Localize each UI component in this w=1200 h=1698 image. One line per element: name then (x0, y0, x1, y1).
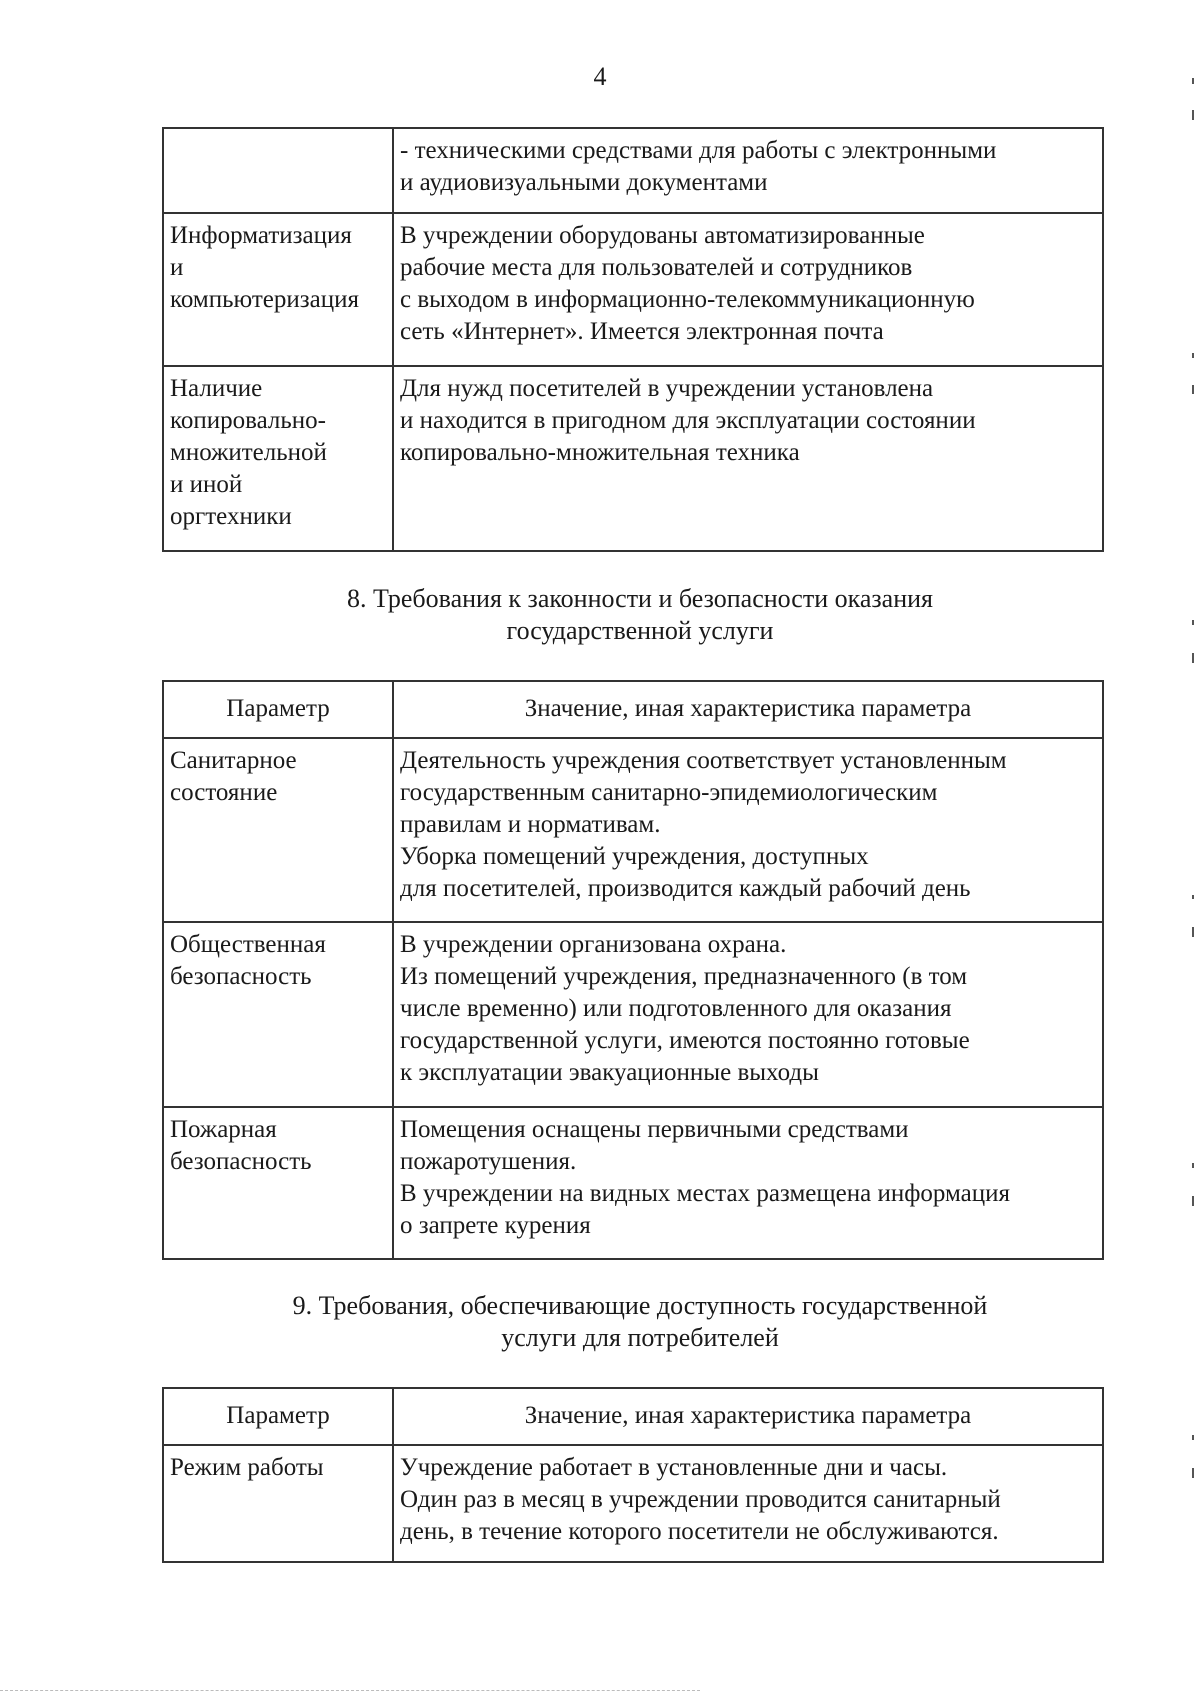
page-number: 4 (593, 62, 607, 91)
param-cell (163, 128, 393, 213)
table-row (163, 738, 1103, 922)
param-line: безопасность (170, 963, 312, 990)
value-cell (393, 738, 1103, 922)
header-param: Параметр (163, 681, 393, 738)
section-8-heading (0, 583, 1200, 647)
heading-line: 8. Требования к законности и безопасности оказания (347, 584, 933, 613)
value-line: государственным санитарно-эпидемиологическим (400, 779, 938, 806)
value-line: пожаротушения. (400, 1148, 577, 1175)
scan-mark (1192, 895, 1194, 899)
value-line: копировально-множительная техника (400, 439, 800, 466)
scan-mark (1192, 1196, 1194, 1206)
header-param: Параметр (163, 1388, 393, 1445)
heading-line: 9. Требования, обеспечивающие доступность государственной (292, 1291, 988, 1320)
table-header-row (163, 681, 1103, 738)
table-row (163, 366, 1103, 551)
param-line: компьютеризация (170, 286, 359, 313)
section-8-table (162, 680, 1104, 1260)
scan-mark (1192, 620, 1194, 625)
value-line: В учреждении оборудованы автоматизированные (400, 222, 925, 249)
param-line: состояние (170, 779, 278, 806)
param-line: безопасность (170, 1148, 312, 1175)
param-line: и иной (170, 471, 243, 498)
param-cell (163, 213, 393, 366)
param-cell (163, 1445, 393, 1562)
value-cell (393, 213, 1103, 366)
value-cell (393, 366, 1103, 551)
scan-mark (1192, 1163, 1194, 1168)
table-continuation (162, 127, 1104, 552)
table-row (163, 1445, 1103, 1562)
value-line: правилам и нормативам. (400, 811, 661, 838)
table-row (163, 128, 1103, 213)
value-line: В учреждении организована охрана. (400, 931, 787, 958)
param-line: и (170, 254, 184, 281)
scan-edge-line (0, 1690, 700, 1691)
value-line: сеть «Интернет». Имеется электронная почта (400, 318, 884, 345)
value-line: с выходом в информационно-телекоммуникационную (400, 286, 975, 313)
param-cell (163, 366, 393, 551)
scan-mark (1192, 78, 1194, 84)
value-line: рабочие места для пользователей и сотрудников (400, 254, 913, 281)
value-line: государственной услуги, имеются постоянно готовые (400, 1027, 970, 1054)
value-line: - техническими средствами для работы с электронными (400, 137, 997, 164)
scan-mark (1192, 385, 1194, 394)
value-line: Учреждение работает в установленные дни и часы. (400, 1454, 948, 1481)
table-row (163, 922, 1103, 1107)
param-line: Режим работы (170, 1454, 324, 1481)
param-cell (163, 922, 393, 1107)
table-row (163, 213, 1103, 366)
param-line: Информатизация (170, 222, 352, 249)
value-line: о запрете курения (400, 1212, 591, 1239)
value-line: Один раз в месяц в учреждении проводится санитарный (400, 1486, 1001, 1513)
scan-mark (1192, 1435, 1194, 1440)
value-line: Из помещений учреждения, предназначенного (в том (400, 963, 968, 990)
param-cell (163, 738, 393, 922)
value-line: Помещения оснащены первичными средствами (400, 1116, 909, 1143)
value-line: и находится в пригодном для эксплуатации состоянии (400, 407, 976, 434)
value-cell (393, 1107, 1103, 1259)
value-line: для посетителей, производится каждый рабочий день (400, 875, 971, 902)
scan-mark (1192, 927, 1194, 937)
param-line: множительной (170, 439, 327, 466)
value-line: Уборка помещений учреждения, доступных (400, 843, 869, 870)
heading-line: услуги для потребителей (501, 1323, 779, 1352)
param-line: Санитарное (170, 747, 297, 774)
param-line: Наличие (170, 375, 263, 402)
value-line: к эксплуатации эвакуационные выходы (400, 1059, 819, 1086)
section-9-table (162, 1387, 1104, 1563)
value-line: Деятельность учреждения соответствует установленным (400, 747, 1007, 774)
table-header-row (163, 1388, 1103, 1445)
table-row (163, 1107, 1103, 1259)
scan-mark (1192, 1468, 1194, 1478)
param-line: Пожарная (170, 1116, 277, 1143)
param-line: оргтехники (170, 503, 292, 530)
header-value: Значение, иная характеристика параметра (393, 681, 1103, 738)
value-line: и аудиовизуальными документами (400, 169, 768, 196)
value-line: числе временно) или подготовленного для оказания (400, 995, 952, 1022)
value-cell (393, 128, 1103, 213)
scan-mark (1192, 653, 1194, 663)
param-line: Общественная (170, 931, 326, 958)
header-value: Значение, иная характеристика параметра (393, 1388, 1103, 1445)
value-cell (393, 922, 1103, 1107)
param-cell (163, 1107, 393, 1259)
heading-line: государственной услуги (506, 616, 774, 645)
value-line: В учреждении на видных местах размещена информация (400, 1180, 1011, 1207)
value-line: Для нужд посетителей в учреждении установлена (400, 375, 934, 402)
value-cell (393, 1445, 1103, 1562)
scan-mark (1192, 110, 1194, 120)
param-line: копировально- (170, 407, 327, 434)
scan-mark (1192, 353, 1194, 358)
section-9-heading (0, 1290, 1200, 1354)
value-line: день, в течение которого посетители не обслуживаются. (400, 1518, 999, 1545)
